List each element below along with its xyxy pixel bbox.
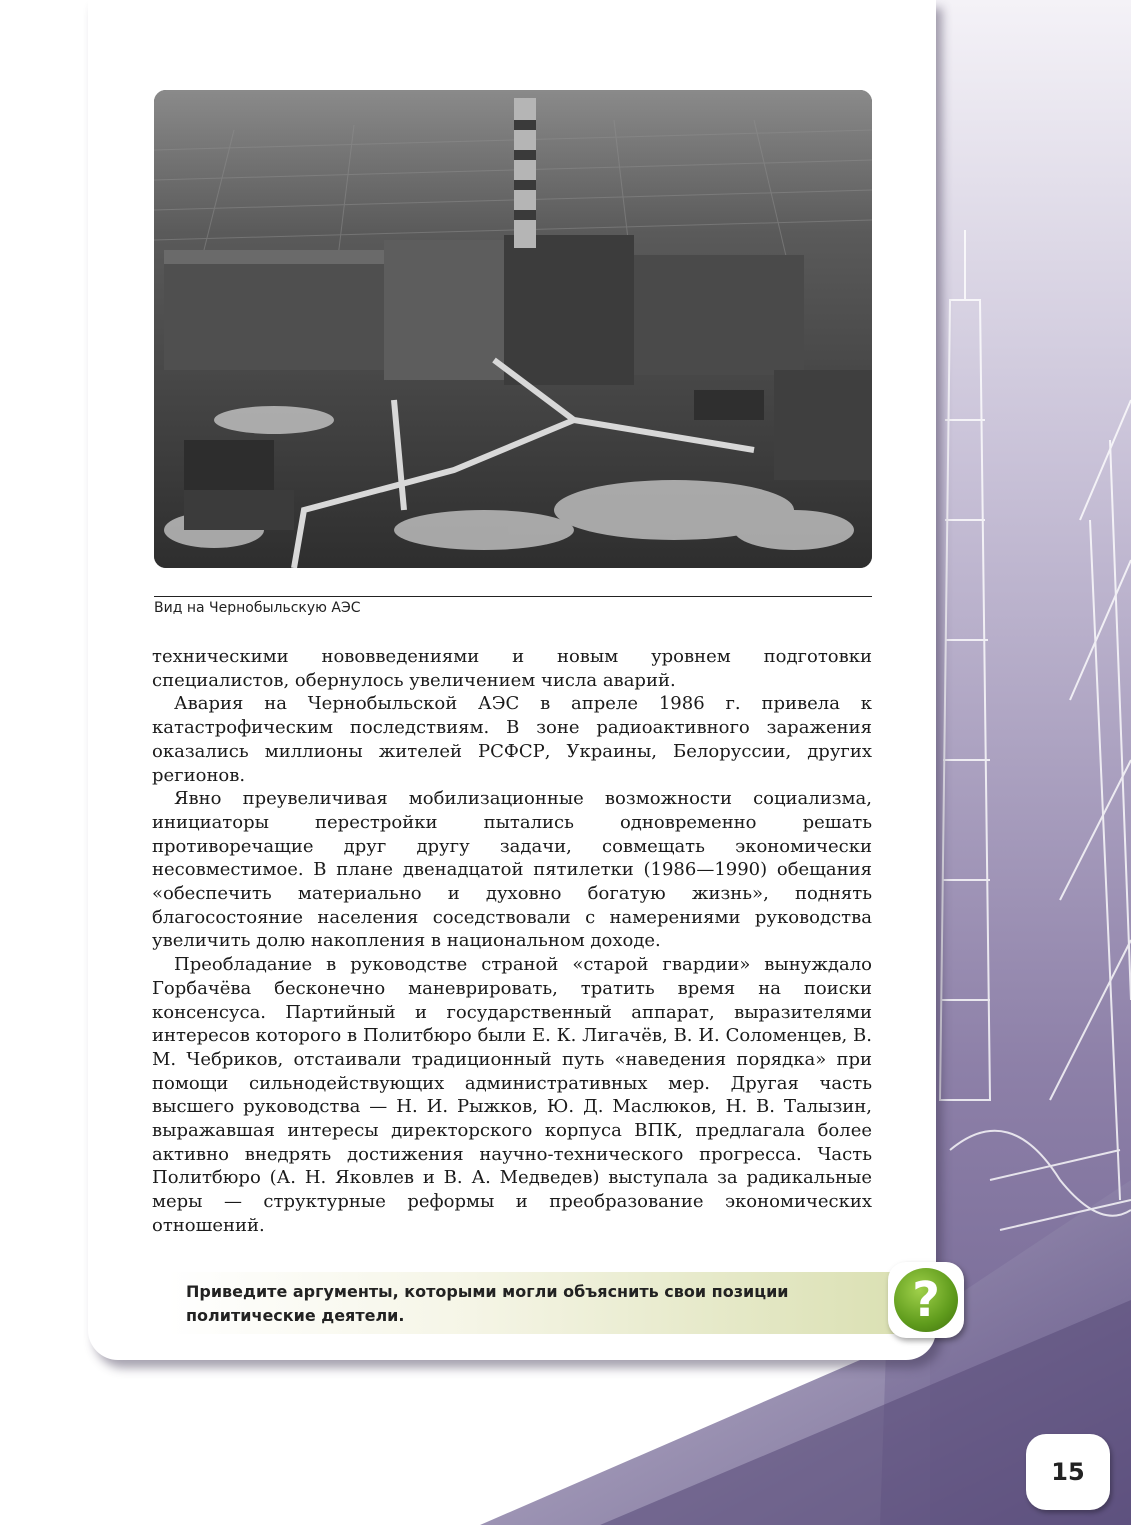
paragraph: Преобладание в руководстве страной «старой гвардии» вынуждало Горбачёва бесконечно маневрировать, тратить время на поиски консенсуса. Партийный и государственный аппарат, выразителями интересов которого в Политбюро были Е. К. Лигачёв, В. И. Соломенцев, В. М. Чебриков, отстаивали традиционный путь «наведения порядка» при помощи сильнодействующих административных мер. Другая часть высшего руководства — Н. И. Рыжков, Ю. Д. Маслюков, Н. В. Талызин, выражавшая интересы директорского корпуса ВПК, предлагала более активно внедрять достижения научно-технического прогресса. Часть Политбюро (А. Н. Яковлев и В. А. Медведев) выступала за радикальные меры — структурные реформы и преобразование экономических отношений. xyxy=(152,954,872,1236)
chernobyl-photo xyxy=(154,90,872,568)
figure-caption: Вид на Чернобыльскую АЭС xyxy=(154,600,361,616)
page-number-box xyxy=(1026,1434,1110,1510)
body-text xyxy=(152,645,872,1238)
caption-divider xyxy=(154,596,872,597)
question-text: Приведите аргументы, которыми могли объяснить свои позиции политические деятели. xyxy=(186,1282,789,1325)
paragraph: Авария на Чернобыльской АЭС в апреле 1986 г. привела к катастрофическим последствиям. В зоне радиоактивного заражения оказались миллионы жителей РСФСР, Украины, Белоруссии, других регионов. xyxy=(152,693,872,786)
paragraph: Явно преувеличивая мобилизационные возможности социализма, инициаторы перестройки пытались одновременно решать противоречащие друг другу задачи, совмещать экономически несовместимое. В плане двенадцатой пятилетки (1986—1990) обещания «обеспечить материально и духовно богатую жизнь», поднять благосостояние населения соседствовали с намерениями руководства увеличить долю накопления в национальном доходе. xyxy=(152,788,872,952)
question-mark-icon: ? xyxy=(894,1268,958,1332)
question-badge xyxy=(888,1262,964,1338)
page-number: 15 xyxy=(1051,1458,1085,1486)
paragraph: техническими нововведениями и новым уровнем подготовки специалистов, обернулось увеличением числа аварий. xyxy=(152,646,872,691)
